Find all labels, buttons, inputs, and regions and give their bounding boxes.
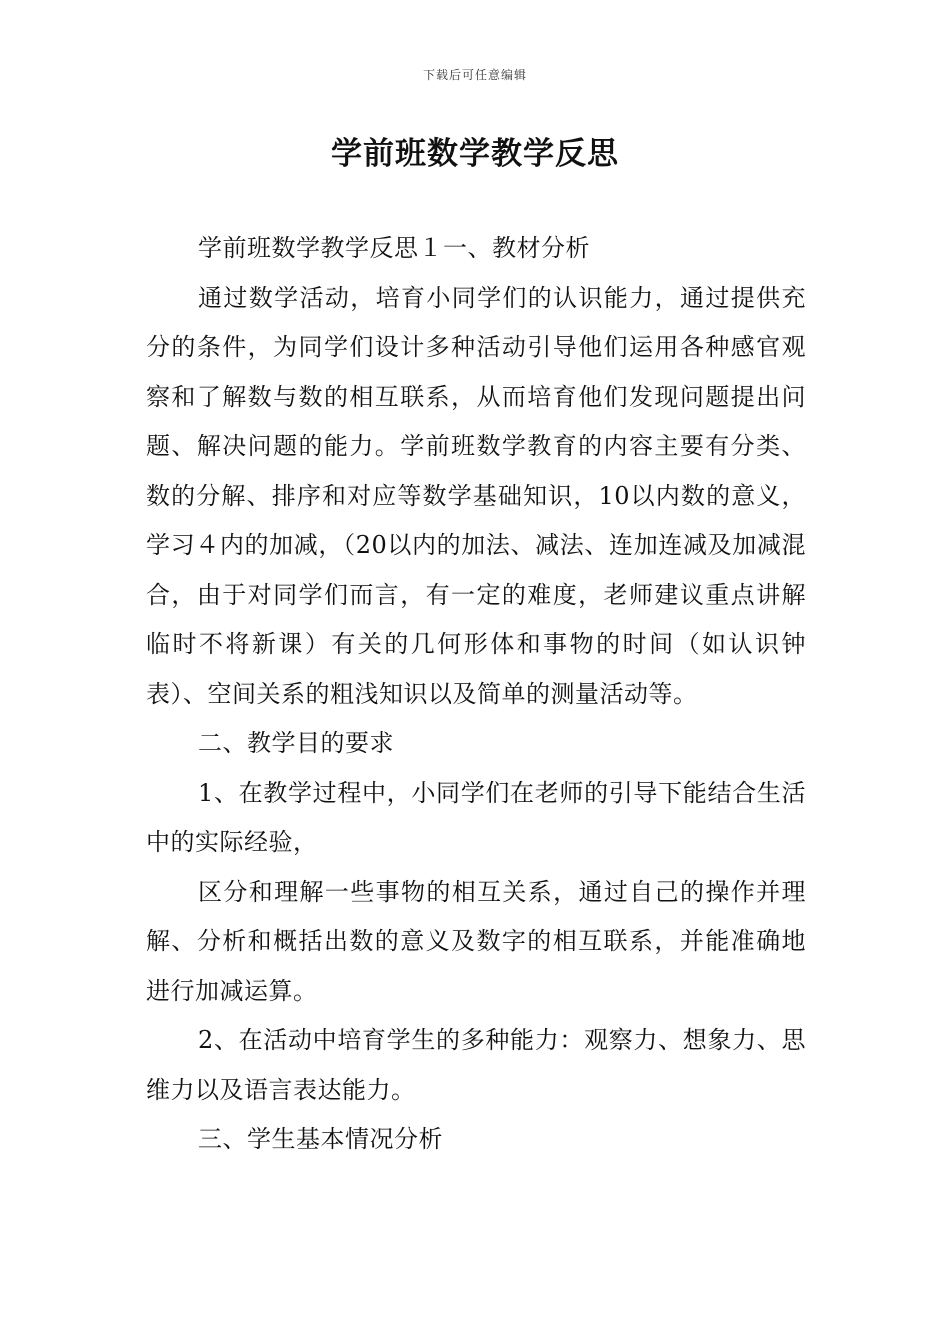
header-note: 下载后可任意编辑 <box>422 68 527 82</box>
document-body <box>146 224 806 1165</box>
paragraph-heading-goals: 二、教学目的要求 <box>198 729 394 757</box>
paragraph-material-analysis: 通过数学活动，培育小同学们的认识能力，通过提供充分的条件，为同学们设计多种活动引导他们运用各种感官观察和了解数与数的相互联系，从而培育他们发现问题提出问题、解决问题的能力。学前班数学教育的内容主要有分类、数的分解、排序和对应等数学基础知识，10以内数的意义，学习４内的加减，（20以内的加法、减法、连加连减及加减混合，由于对同学们而言，有一定的难度，老师建议重点讲解临时不将新课）有关的几何形体和事物的时间（如认识钟表）、空间关系的粗浅知识以及简单的测量活动等。 <box>146 283 806 708</box>
paragraph-heading-students: 三、学生基本情况分析 <box>198 1125 443 1153</box>
paragraph-goal-1-continued: 区分和理解一些事物的相互关系，通过自己的操作并理解、分析和概括出数的意义及数字的相互联系，并能准确地进行加减运算。 <box>146 877 806 1005</box>
paragraph-goal-1: 1、在教学过程中，小同学们在老师的引导下能结合生活中的实际经验， <box>146 778 806 856</box>
document-title: 学前班数学教学反思 <box>331 136 619 172</box>
paragraph-section-intro: 学前班数学教学反思１一、教材分析 <box>198 234 590 262</box>
paragraph-goal-2: 2、在活动中培育学生的多种能力：观察力、想象力、思维力以及语言表达能力。 <box>146 1026 806 1104</box>
